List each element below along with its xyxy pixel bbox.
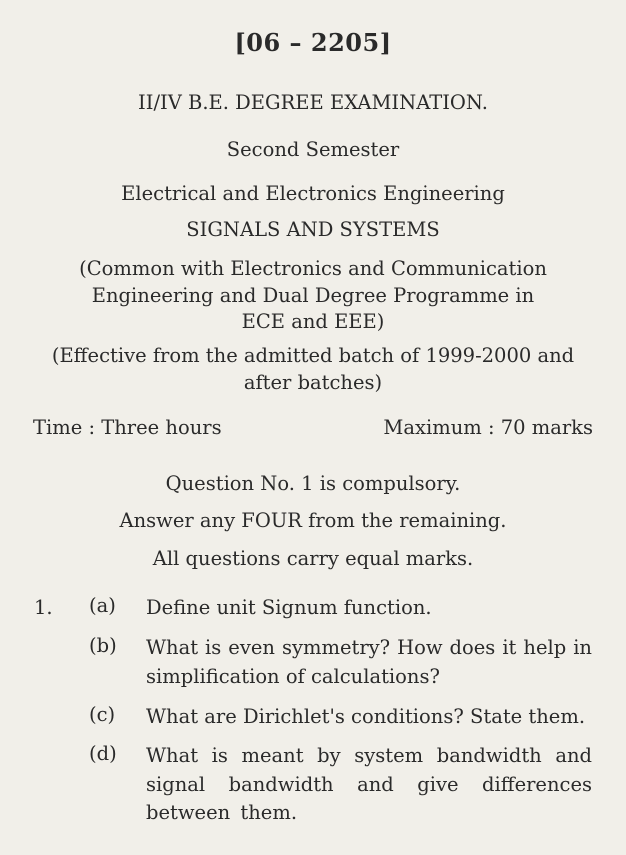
part-label: (b): [89, 634, 117, 657]
effective-line-2: after batches): [243, 370, 383, 394]
part-label: (c): [89, 703, 116, 726]
instruction: Question No. 1 is compulsory.: [165, 472, 461, 495]
part-text: What is meant by system bandwidth and signal bandwidth and give differences between them.: [146, 744, 592, 824]
time-marks-row: [33, 416, 593, 439]
instruction: Answer any FOUR from the remaining.: [119, 509, 507, 532]
part-text: What is even symmetry? How does it help in simplification of calculations?: [146, 636, 592, 688]
effective-line-1: (Effective from the admitted batch of 1999-2000 and: [51, 344, 575, 367]
branch: Electrical and Electronics Engineering: [121, 182, 505, 205]
part-text: What are Dirichlet's conditions? State them.: [146, 705, 586, 728]
common-line-2: Engineering and Dual Degree Programme in: [91, 283, 535, 307]
paper-code: [06 – 2205]: [234, 28, 392, 57]
time-allowed: Time : Three hours: [33, 416, 222, 439]
subject-title: SIGNALS AND SYSTEMS: [186, 218, 440, 241]
part-label: (d): [89, 742, 117, 765]
effective-note: [0, 343, 626, 396]
instruction: All questions carry equal marks.: [152, 547, 474, 570]
semester: Second Semester: [226, 138, 400, 161]
part-text: Define unit Signum function.: [146, 596, 432, 619]
part-label: (a): [89, 594, 116, 617]
common-line-3: ECE and EEE): [241, 310, 385, 333]
common-note: [0, 256, 626, 336]
question-number: 1.: [34, 596, 53, 619]
common-line-1: (Common with Electronics and Communication: [79, 257, 547, 280]
exam-title: II/IV B.E. DEGREE EXAMINATION.: [138, 91, 488, 114]
maximum-marks: Maximum : 70 marks: [383, 416, 593, 439]
